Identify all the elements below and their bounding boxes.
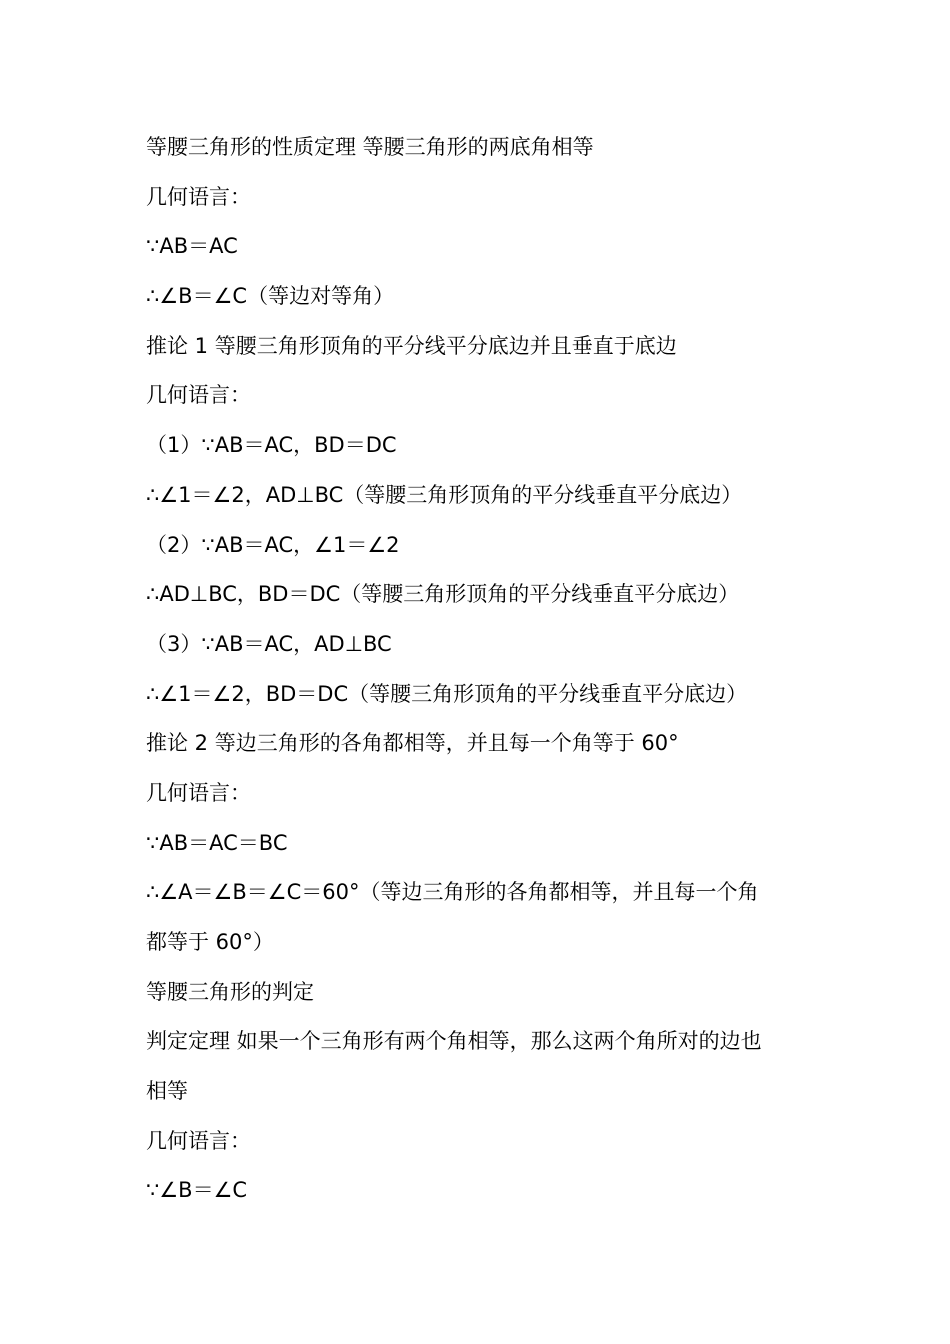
case-3-given: （3）∵AB＝AC，AD⊥BC (146, 631, 392, 656)
conclusion-statement: ∴∠B＝∠C（等边对等角） (146, 284, 395, 309)
equilateral-conclusion-cont: 都等于 60°） (146, 930, 274, 954)
corollary-2-heading: 推论 2 等边三角形的各角都相等，并且每一个角等于 60° (146, 731, 679, 756)
determination-theorem: 判定定理 如果一个三角形有两个角相等，那么这两个角所对的边也 (146, 1029, 762, 1054)
geometric-language-label: 几何语言： (146, 184, 251, 209)
case-2-conclusion: ∴AD⊥BC，BD＝DC（等腰三角形顶角的平分线垂直平分底边） (146, 582, 740, 607)
case-1-conclusion: ∴∠1＝∠2，AD⊥BC（等腰三角形顶角的平分线垂直平分底边） (146, 482, 743, 507)
document-body (146, 123, 816, 1216)
case-2-given: （2）∵AB＝AC，∠1＝∠2 (146, 532, 400, 557)
geometric-language-label: 几何语言： (146, 1128, 251, 1153)
geometric-language-label: 几何语言： (146, 383, 251, 408)
case-3-conclusion: ∴∠1＝∠2，BD＝DC（等腰三角形顶角的平分线垂直平分底边） (146, 681, 748, 706)
equilateral-conclusion: ∴∠A＝∠B＝∠C＝60°（等边三角形的各角都相等，并且每一个角 (146, 880, 759, 905)
determination-theorem-cont: 相等 (146, 1079, 188, 1104)
determination-given: ∵∠B＝∠C (146, 1178, 248, 1203)
given-statement: ∵AB＝AC (146, 234, 238, 259)
case-1-given: （1）∵AB＝AC，BD＝DC (146, 433, 397, 458)
corollary-1-heading: 推论 1 等腰三角形顶角的平分线平分底边并且垂直于底边 (146, 333, 677, 358)
determination-heading: 等腰三角形的判定 (146, 979, 314, 1004)
geometric-language-label: 几何语言： (146, 780, 251, 805)
equilateral-given: ∵AB＝AC＝BC (146, 830, 288, 855)
theorem-heading: 等腰三角形的性质定理 等腰三角形的两底角相等 (146, 135, 594, 159)
